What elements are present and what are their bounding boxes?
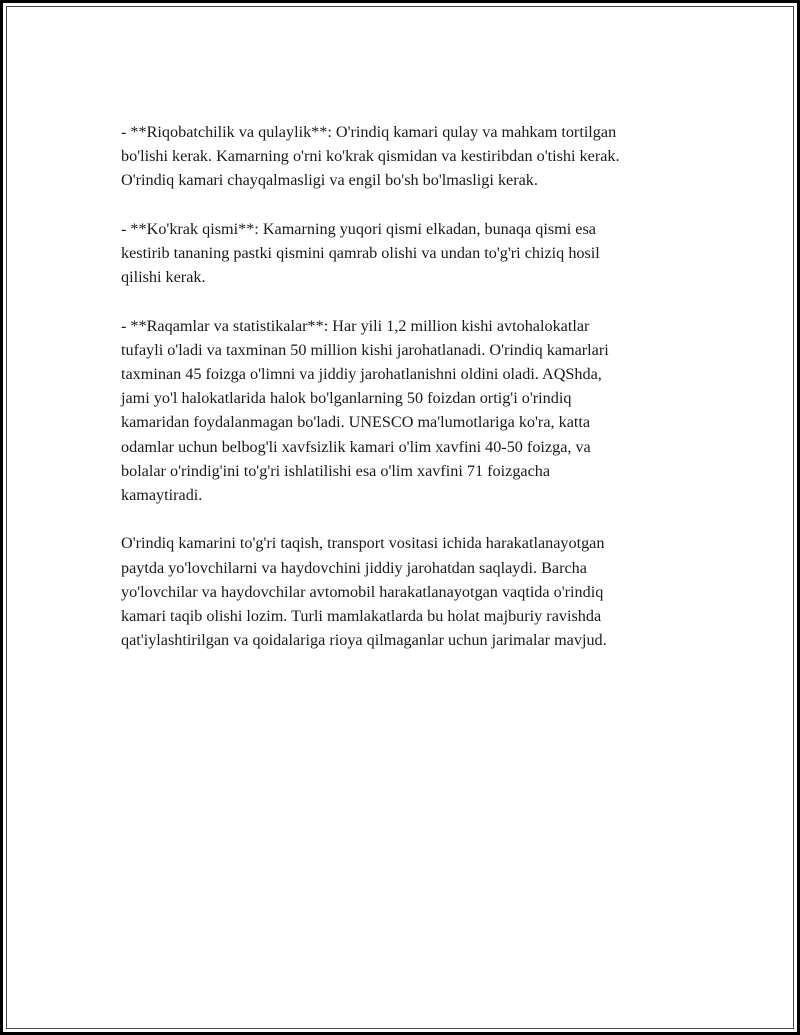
paragraph-chest-portion: - **Ko'krak qismi**: Kamarning yuqori qismi elkadan, bunaqa qismi esa kestirib tananing pastki qismini qamrab olishi va undan to'g'ri chiziq hosil qilishi kerak. bbox=[121, 219, 600, 287]
paragraph-seatbelt-comfort: - **Riqobatchilik va qulaylik**: O'rindiq kamari qulay va mahkam tortilgan bo'lishi kerak. Kamarning o'rni ko'krak qismidan va kestiribdan o'tishi kerak. O'rindiq kamari chayqalmasligi va engil bo'sh bo'lmasligi kerak. bbox=[121, 123, 620, 190]
document-body bbox=[121, 120, 706, 652]
paragraph-conclusion: O'rindiq kamarini to'g'ri taqish, transport vositasi ichida harakatlanayotgan paytda yo'lovchilarni va haydovchini jiddiy jarohatdan saqlaydi. Barcha yo'lovchilar va haydovchilar avtomobil harakatlanayotgan vaqtida o'rindiq kamari taqib olishi lozim. Turli mamlakatlarda bu holat majburiy ravishda qat'iylashtirilgan va qoidalariga rioya qilmaganlar uchun jarimalar mavjud. bbox=[121, 534, 607, 650]
paragraph-statistics: - **Raqamlar va statistikalar**: Har yili 1,2 million kishi avtohalokatlar tufayli o'ladi va taxminan 50 million kishi jarohatlanadi. O'rindiq kamarlari taxminan 45 foizga o'limni va jiddiy jarohatlanishni oldini oladi. AQShda, jami yo'l halokatlarida halok bo'lganlarning 50 foizdan ortig'i o'rindiq kamaridan foydalanmagan bo'ladi. UNESCO ma'lumotlariga ko'ra, katta odamlar uchun belbog'li xavfsizlik kamari o'lim xavfini 40-50 foizga, va bolalar o'rindig'ini to'g'ri ishlatilishi esa o'lim xavfini 71 foizgacha kamaytiradi. bbox=[121, 316, 609, 505]
